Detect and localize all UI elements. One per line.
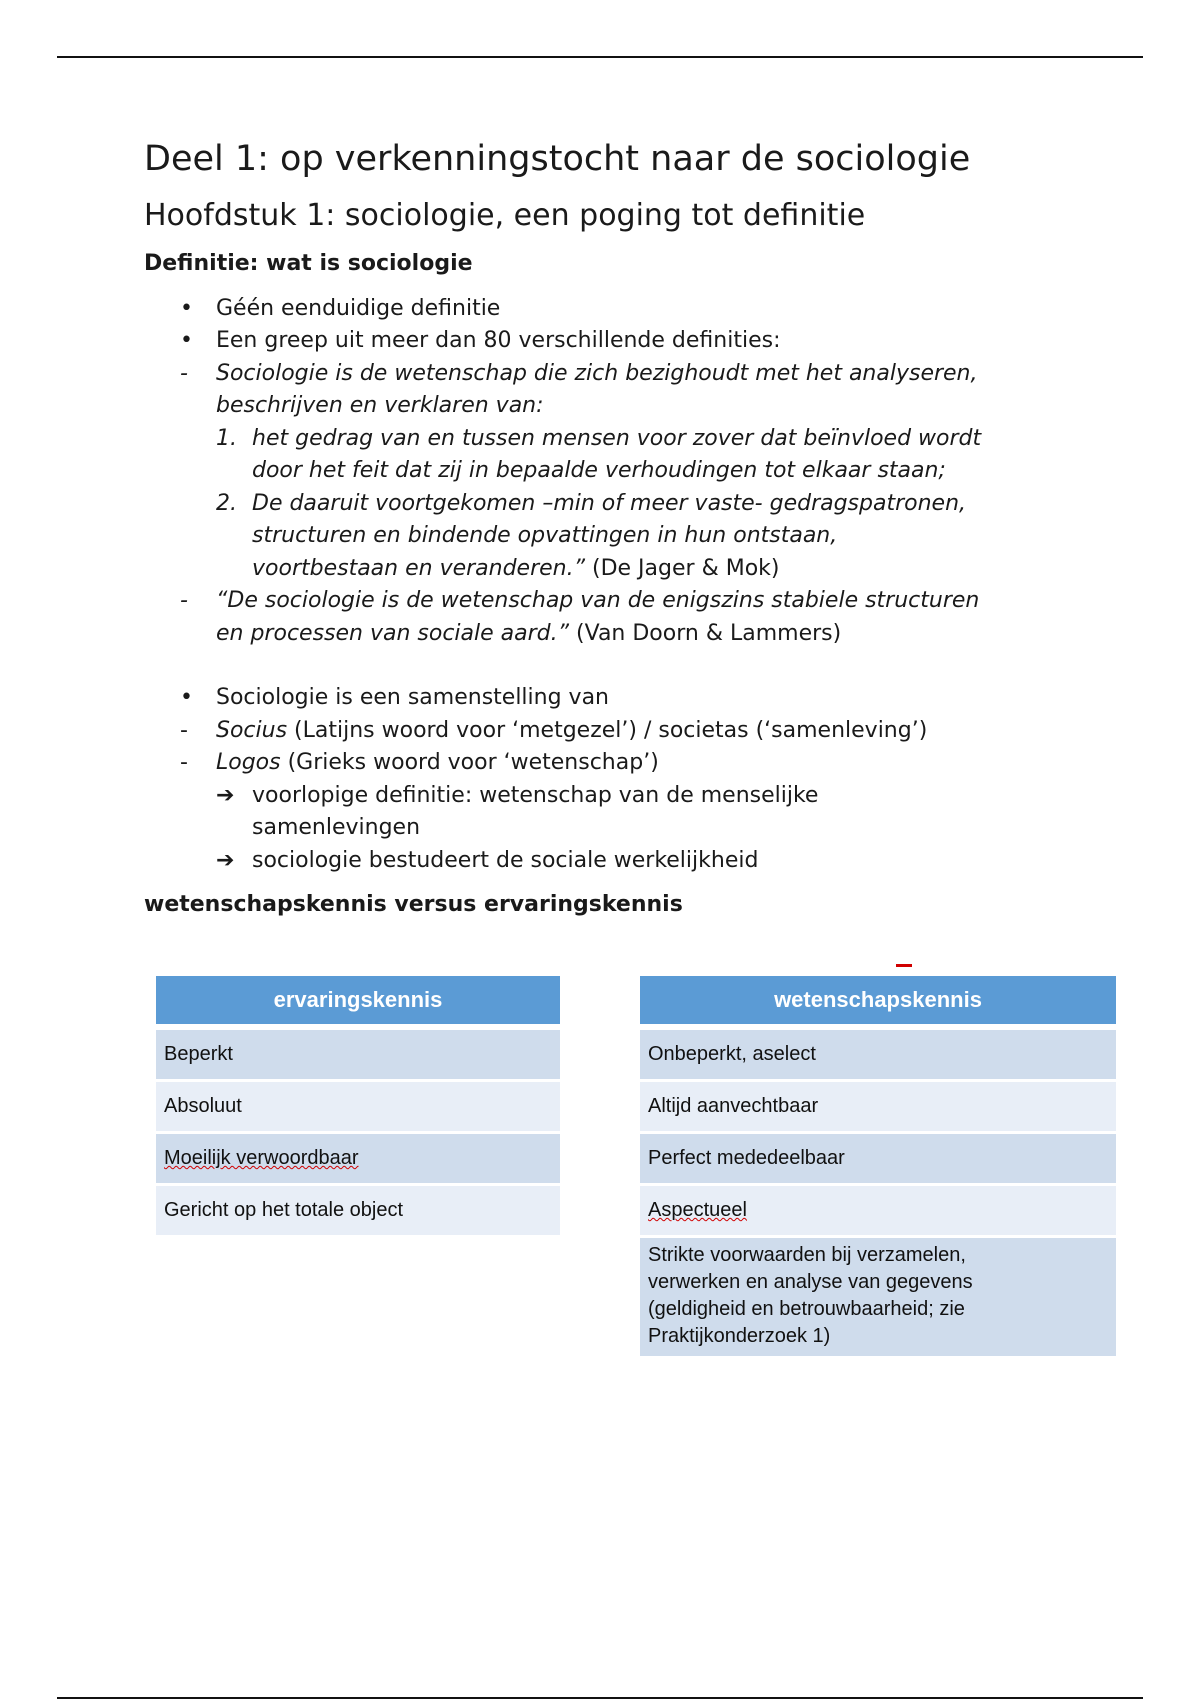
bullet-item: • Een greep uit meer dan 80 verschillende definities: <box>144 325 1074 358</box>
table-row: Moeilijk verwoordbaar <box>156 1134 560 1183</box>
dash-item: - Logos (Grieks woord voor ‘wetenschap’) <box>144 747 1074 780</box>
dash-item: - Socius (Latijns woord voor ‘metgezel’) / societas (‘samenleving’) <box>144 715 1074 748</box>
bottom-rule <box>57 1697 1143 1699</box>
dash-item-continued: en processen van sociale aard.” (Van Doorn & Lammers) <box>216 620 842 646</box>
dash-item: - Sociologie is de wetenschap die zich bezighoudt met het analyseren, <box>144 358 1074 391</box>
table-ervaringskennis <box>156 973 560 1238</box>
bullet-dot-icon: • <box>180 685 193 711</box>
comparison-tables <box>156 973 1116 1363</box>
top-rule <box>57 56 1143 58</box>
number-label: 1. <box>216 425 237 451</box>
numbered-item-continued: voortbestaan en veranderen.” (De Jager & Mok) <box>252 555 780 581</box>
numbered-item: 1. het gedrag van en tussen mensen voor zover dat beïnvloed wordt <box>144 423 1074 456</box>
dash-item-continued: beschrijven en verklaren van: <box>216 393 544 419</box>
table-header: ervaringskennis <box>156 976 560 1027</box>
numbered-item: 2. De daaruit voortgekomen –min of meer vaste- gedragspatronen, <box>144 488 1074 521</box>
table-header: wetenschapskennis <box>640 976 1116 1027</box>
dash-icon: - <box>180 360 188 386</box>
dash-item: - “De sociologie is de wetenschap van de enigszins stabiele structuren <box>144 585 1074 618</box>
bullet-dot-icon: • <box>180 295 193 321</box>
table-row: Beperkt <box>156 1030 560 1079</box>
table-row: Absoluut <box>156 1082 560 1131</box>
number-label: 2. <box>216 490 237 516</box>
section-heading-comparison: wetenschapskennis versus ervaringskennis <box>144 892 683 918</box>
dash-icon: - <box>180 750 188 776</box>
arrow-item-continued: samenlevingen <box>252 815 421 841</box>
bullet-dot-icon: • <box>180 328 193 354</box>
dash-icon: - <box>180 717 188 743</box>
table-row: Altijd aanvechtbaar <box>640 1082 1116 1131</box>
table-row: Strikte voorwaarden bij verzamelen, verwerken en analyse van gegevens (geldigheid en betrouwbaarheid; zie Praktijkonderzoek 1) <box>640 1238 1116 1356</box>
bullet-item: • Sociologie is een samenstelling van <box>144 682 1074 715</box>
section-heading-definition: Definitie: wat is sociologie <box>144 251 473 276</box>
document-body <box>144 138 1074 934</box>
bullet-item: • Géén eenduidige definitie <box>144 293 1074 326</box>
arrow-right-icon: ➔ <box>216 847 235 873</box>
arrow-item: ➔ voorlopige definitie: wetenschap van de menselijke <box>144 780 1074 813</box>
red-marker <box>896 964 912 967</box>
numbered-item-continued: door het feit dat zij in bepaalde verhoudingen tot elkaar staan; <box>252 458 946 484</box>
dash-icon: - <box>180 588 188 614</box>
table-row: Onbeperkt, aselect <box>640 1030 1116 1079</box>
chapter-heading: Hoofdstuk 1: sociologie, een poging tot definitie <box>144 198 866 233</box>
table-row: Gericht op het totale object <box>156 1186 560 1235</box>
table-row: Aspectueel <box>640 1186 1116 1235</box>
table-wetenschapskennis <box>640 973 1116 1359</box>
arrow-right-icon: ➔ <box>216 782 235 808</box>
table-row: Perfect mededeelbaar <box>640 1134 1116 1183</box>
arrow-item: ➔ sociologie bestudeert de sociale werkelijkheid <box>144 845 1074 878</box>
numbered-item-continued: structuren en bindende opvattingen in hun ontstaan, <box>252 523 838 549</box>
part-heading: Deel 1: op verkenningstocht naar de sociologie <box>144 139 971 179</box>
